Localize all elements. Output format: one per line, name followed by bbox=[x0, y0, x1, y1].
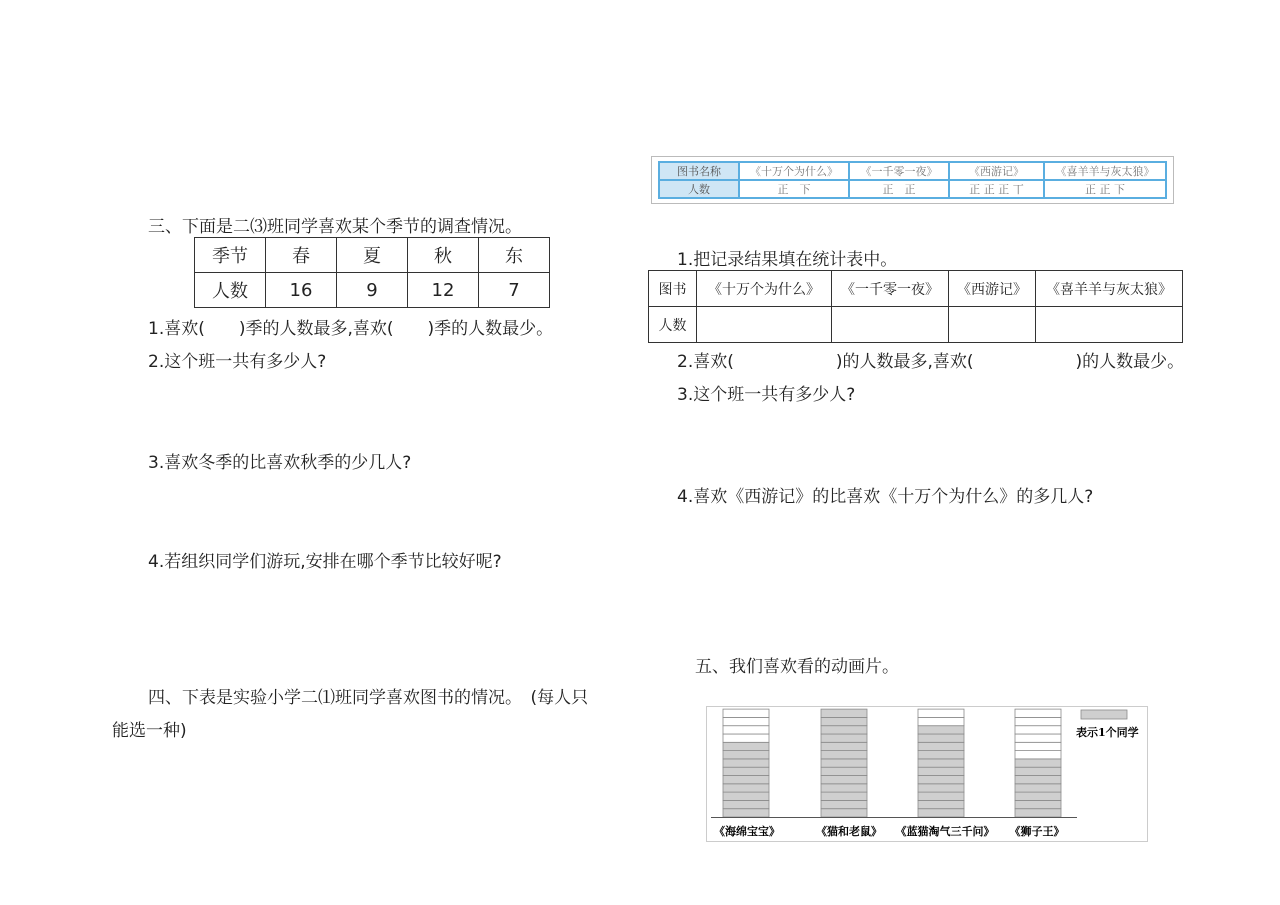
bar-cell-filled bbox=[1015, 767, 1061, 775]
category-label: 《猫和老鼠》 bbox=[816, 825, 882, 838]
season-cell: 东 bbox=[479, 238, 550, 273]
book-cell: 《西游记》 bbox=[949, 271, 1036, 307]
bar-cell-filled bbox=[821, 751, 867, 759]
cartoon-bar-chart bbox=[707, 707, 1147, 841]
count-cell: 16 bbox=[266, 273, 337, 308]
book-count-row bbox=[649, 307, 1183, 343]
tally-cell: 正 正 下 bbox=[1044, 180, 1166, 198]
bar-cell-filled bbox=[821, 800, 867, 808]
book-answer-cell[interactable] bbox=[697, 307, 832, 343]
book-cell: 《一千零一夜》 bbox=[832, 271, 949, 307]
tally-cell: 图书名称 bbox=[659, 162, 739, 180]
season-cell: 秋 bbox=[408, 238, 479, 273]
bar-cell-empty bbox=[1015, 734, 1061, 742]
bar-cell-filled bbox=[918, 726, 964, 734]
bar-cell-filled bbox=[821, 767, 867, 775]
tally-header-row bbox=[659, 162, 1166, 180]
category-label: 《海绵宝宝》 bbox=[714, 825, 780, 838]
tally-cell: 《西游记》 bbox=[949, 162, 1044, 180]
tally-cell: 《一千零一夜》 bbox=[849, 162, 949, 180]
section3-question-2: 2.这个班一共有多少人? bbox=[148, 352, 327, 372]
bar-cell-filled bbox=[821, 726, 867, 734]
tally-cell: 正 正 正 丅 bbox=[949, 180, 1044, 198]
bar-cell-filled bbox=[821, 809, 867, 817]
section4-question-4: 4.喜欢《西游记》的比喜欢《十万个为什么》的多几人? bbox=[677, 487, 1094, 507]
category-label: 《蓝猫淘气三千问》 bbox=[895, 825, 995, 838]
bar-cell-empty bbox=[723, 734, 769, 742]
legend-swatch bbox=[1081, 710, 1127, 719]
bar-cell-filled bbox=[723, 809, 769, 817]
bar-cell-filled bbox=[723, 792, 769, 800]
bar-cell-filled bbox=[821, 734, 867, 742]
section4-title-line1: 四、下表是实验小学二⑴班同学喜欢图书的情况。 (每人只 bbox=[148, 688, 589, 708]
section3-question-3: 3.喜欢冬季的比喜欢秋季的少几人? bbox=[148, 453, 412, 473]
tally-table bbox=[658, 161, 1167, 199]
bar-cell-filled bbox=[723, 751, 769, 759]
bar-cell-filled bbox=[918, 776, 964, 784]
section4-question-3: 3.这个班一共有多少人? bbox=[677, 385, 856, 405]
bar-cell-filled bbox=[1015, 776, 1061, 784]
bar-cell-filled bbox=[1015, 784, 1061, 792]
season-table bbox=[194, 237, 550, 308]
bar-cell-empty bbox=[723, 709, 769, 717]
bar-cell-filled bbox=[821, 776, 867, 784]
tally-cell: 《喜羊羊与灰太狼》 bbox=[1044, 162, 1166, 180]
tally-image bbox=[651, 156, 1174, 204]
bar-cell-empty bbox=[1015, 742, 1061, 750]
bar-cell-filled bbox=[723, 776, 769, 784]
count-cell: 12 bbox=[408, 273, 479, 308]
tally-count-row bbox=[659, 180, 1166, 198]
cartoon-chart bbox=[706, 706, 1148, 842]
bar-cell-filled bbox=[918, 759, 964, 767]
bar-cell-empty bbox=[1015, 751, 1061, 759]
section3-question-4: 4.若组织同学们游玩,安排在哪个季节比较好呢? bbox=[148, 552, 502, 572]
bar-cell-filled bbox=[723, 784, 769, 792]
count-cell: 9 bbox=[337, 273, 408, 308]
bar-cell-empty bbox=[723, 726, 769, 734]
season-cell: 夏 bbox=[337, 238, 408, 273]
bar-cell-empty bbox=[723, 717, 769, 725]
bar-cell-filled bbox=[821, 792, 867, 800]
bar-cell-filled bbox=[821, 742, 867, 750]
bar-cell-filled bbox=[723, 759, 769, 767]
bar-cell-filled bbox=[1015, 759, 1061, 767]
book-header-row bbox=[649, 271, 1183, 307]
bar-cell-filled bbox=[723, 800, 769, 808]
bar-cell-filled bbox=[918, 751, 964, 759]
book-cell: 《十万个为什么》 bbox=[697, 271, 832, 307]
section3-title: 三、下面是二⑶班同学喜欢某个季节的调查情况。 bbox=[148, 217, 522, 237]
book-cell: 人数 bbox=[649, 307, 697, 343]
bar-cell-empty bbox=[918, 709, 964, 717]
bar-cell-filled bbox=[723, 767, 769, 775]
tally-cell: 正 下 bbox=[739, 180, 849, 198]
season-cell: 季节 bbox=[195, 238, 266, 273]
bar-cell-filled bbox=[821, 759, 867, 767]
bar-cell-filled bbox=[723, 742, 769, 750]
section4-question-2: 2.喜欢( )的人数最多,喜欢( )的人数最少。 bbox=[677, 352, 1185, 372]
bar-cell-filled bbox=[918, 767, 964, 775]
bar-cell-filled bbox=[821, 784, 867, 792]
book-cell: 图书 bbox=[649, 271, 697, 307]
bar-cell-filled bbox=[918, 809, 964, 817]
section4-question-1: 1.把记录结果填在统计表中。 bbox=[677, 250, 898, 270]
book-answer-cell[interactable] bbox=[1036, 307, 1183, 343]
bar-cell-empty bbox=[1015, 709, 1061, 717]
tally-cell: 《十万个为什么》 bbox=[739, 162, 849, 180]
tally-cell: 正 正 bbox=[849, 180, 949, 198]
count-cell: 人数 bbox=[195, 273, 266, 308]
bar-cell-filled bbox=[918, 734, 964, 742]
bar-cell-filled bbox=[821, 709, 867, 717]
section3-question-1: 1.喜欢( )季的人数最多,喜欢( )季的人数最少。 bbox=[148, 319, 554, 339]
section4-title-line2: 能选一种) bbox=[112, 721, 187, 741]
legend-label: 表示1个同学 bbox=[1076, 726, 1139, 739]
bar-cell-empty bbox=[1015, 726, 1061, 734]
tally-cell: 人数 bbox=[659, 180, 739, 198]
bar-cell-filled bbox=[918, 784, 964, 792]
book-cell: 《喜羊羊与灰太狼》 bbox=[1036, 271, 1183, 307]
bar-cell-filled bbox=[1015, 809, 1061, 817]
category-label: 《狮子王》 bbox=[1009, 825, 1065, 838]
bar-cell-filled bbox=[918, 792, 964, 800]
book-answer-cell[interactable] bbox=[949, 307, 1036, 343]
count-cell: 7 bbox=[479, 273, 550, 308]
season-count-row bbox=[195, 273, 550, 308]
season-header-row bbox=[195, 238, 550, 273]
season-cell: 春 bbox=[266, 238, 337, 273]
section5-title: 五、我们喜欢看的动画片。 bbox=[695, 657, 899, 677]
bar-cell-filled bbox=[918, 742, 964, 750]
book-answer-cell[interactable] bbox=[832, 307, 949, 343]
bar-cell-filled bbox=[821, 717, 867, 725]
bar-cell-empty bbox=[918, 717, 964, 725]
bar-cell-filled bbox=[1015, 792, 1061, 800]
book-table bbox=[648, 270, 1183, 343]
bar-cell-empty bbox=[1015, 717, 1061, 725]
bar-cell-filled bbox=[1015, 800, 1061, 808]
bar-cell-filled bbox=[918, 800, 964, 808]
